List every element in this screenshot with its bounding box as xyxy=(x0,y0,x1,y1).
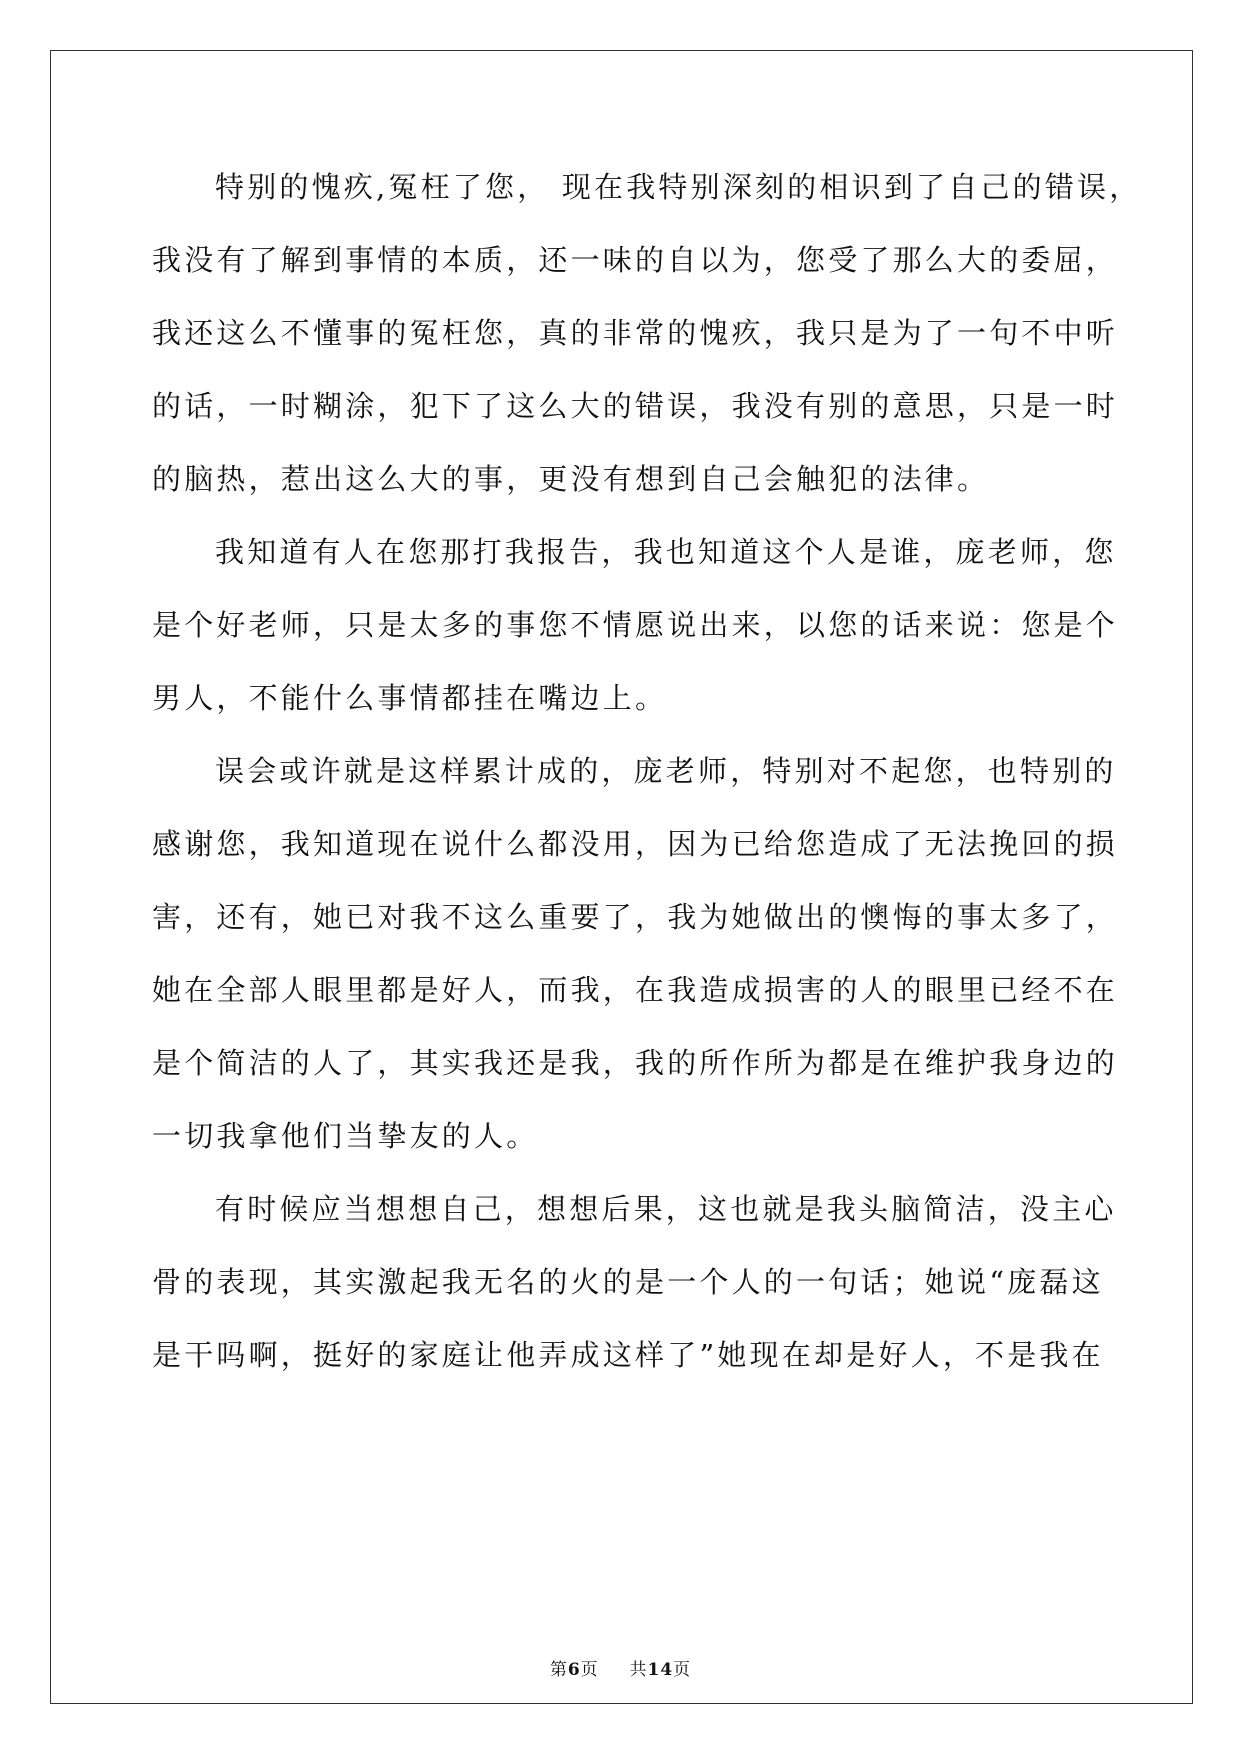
document-body xyxy=(152,164,1142,1405)
text-line: 的脑热，惹出这么大的事，更没有想到自己会触犯的法律。 xyxy=(152,462,990,496)
text-line: 误会或许就是这样累计成的，庞老师，特别对不起您，也特别的 xyxy=(215,754,1117,788)
text-line: 骨的表现，其实激起我无名的火的是一个人的一句话；她说“庞磊这 xyxy=(152,1265,1104,1299)
text-line: 的话，一时糊涂，犯下了这么大的错误，我没有别的意思，只是一时 xyxy=(152,389,1119,423)
text-line: 特别的愧疚,冤枉了您， 现在我特别深刻的相识到了自己的错误， xyxy=(215,170,1142,204)
text-line: 有时候应当想想自己，想想后果，这也就是我头脑简洁，没主心 xyxy=(215,1192,1117,1226)
text-line: 感谢您，我知道现在说什么都没用，因为已给您造成了无法挽回的损 xyxy=(152,827,1119,861)
text-line: 男人，不能什么事情都挂在嘴边上。 xyxy=(152,681,668,715)
text-line: 害，还有，她已对我不这么重要了，我为她做出的懊悔的事太多了， xyxy=(152,900,1119,934)
text-line: 我没有了解到事情的本质，还一味的自以为，您受了那么大的委屈， xyxy=(152,243,1119,277)
text-line: 是个好老师，只是太多的事您不情愿说出来，以您的话来说：您是个 xyxy=(152,608,1119,642)
text-line: 是个简洁的人了，其实我还是我，我的所作所为都是在维护我身边的 xyxy=(152,1046,1119,1080)
text-line: 我还这么不懂事的冤枉您，真的非常的愧疚，我只是为了一句不中听 xyxy=(152,316,1119,350)
total-pages: 共14页 xyxy=(629,1660,692,1680)
text-line: 一切我拿他们当挚友的人。 xyxy=(152,1119,539,1153)
text-line: 是干吗啊，挺好的家庭让他弄成这样了”她现在却是好人，不是我在 xyxy=(152,1338,1104,1372)
text-line: 我知道有人在您那打我报告，我也知道这个人是谁，庞老师，您 xyxy=(215,535,1117,569)
page-number: 第6页 xyxy=(549,1660,599,1680)
page-footer xyxy=(0,1655,1241,1680)
text-line: 她在全部人眼里都是好人，而我，在我造成损害的人的眼里已经不在 xyxy=(152,973,1119,1007)
